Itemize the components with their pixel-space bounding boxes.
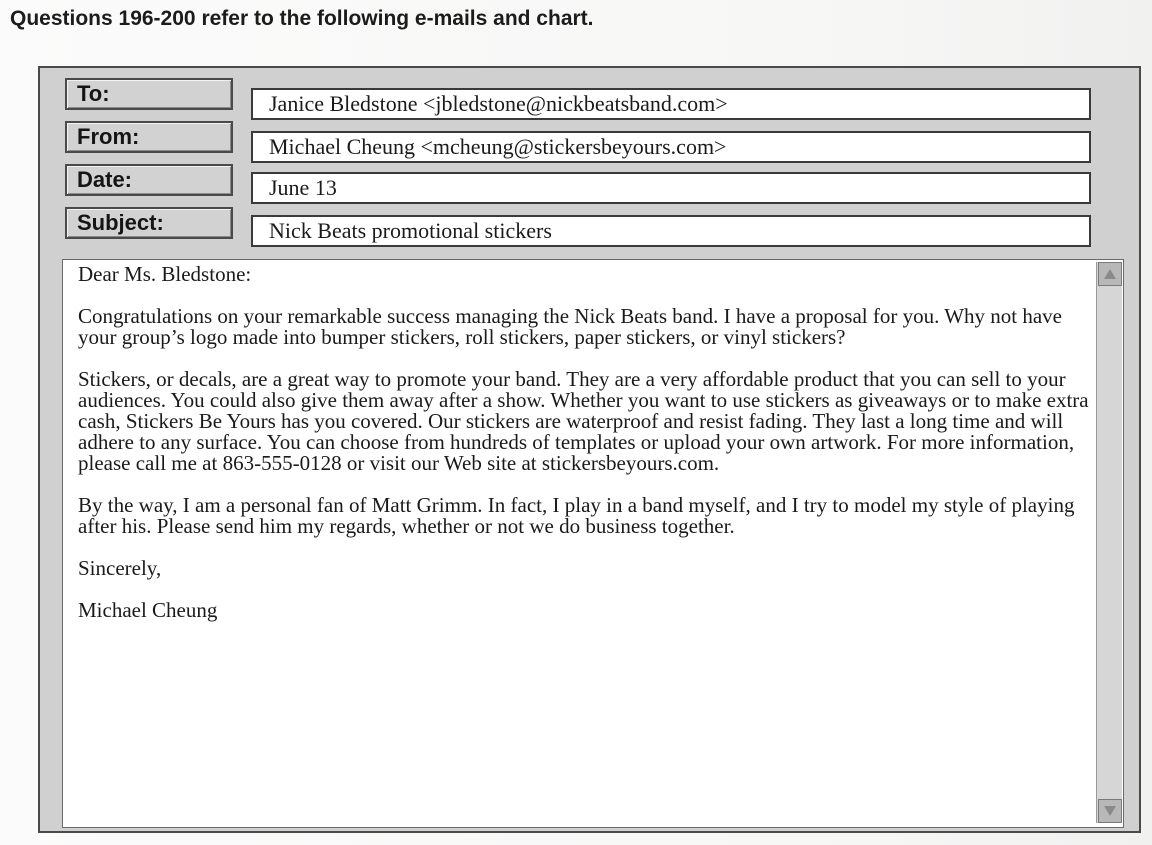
email-signature: Michael Cheung [78,598,218,622]
scroll-up-arrow-icon [1099,263,1121,285]
email-paragraph-1: Congratulations on your remarkable success managing the Nick Beats band. I have a proposal for you. Why not have your group’s logo made into bumper stickers, roll stickers, paper stickers, or vinyl stickers? [78,304,1063,349]
subject-field-value: Nick Beats promotional stickers [251,215,1091,247]
scroll-up-button[interactable] [1098,262,1122,286]
scroll-down-arrow-icon [1099,800,1121,822]
date-field-label: Date: [65,164,233,196]
email-window [38,66,1141,833]
question-range-label: Questions 196-200 [10,7,196,30]
email-body-panel [62,259,1124,828]
from-field-value: Michael Cheung <mcheung@stickersbeyours.com> [251,131,1091,163]
question-instruction: refer to the following e-mails and chart. [201,7,594,30]
scroll-down-button[interactable] [1098,799,1122,823]
date-field-value: June 13 [251,172,1091,204]
from-field-label: From: [65,121,233,153]
to-field-label: To: [65,78,233,110]
email-paragraph-3: By the way, I am a personal fan of Matt Grimm. In fact, I play in a band myself, and I try to model my style of playing after his. Please send him my regards, whether or not we do business together. [78,493,1075,538]
question-header [10,7,594,31]
subject-field-label: Subject: [65,207,233,239]
email-body-text [78,264,1098,621]
email-closing: Sincerely, [78,556,162,580]
to-field-value: Janice Bledstone <jbledstone@nickbeatsband.com> [251,88,1091,120]
email-salutation: Dear Ms. Bledstone: [78,262,252,286]
email-body-scrollbar[interactable] [1096,262,1122,823]
email-paragraph-2: Stickers, or decals, are a great way to promote your band. They are a very affordable product that you can sell to your audiences. You could also give them away after a show. Whether you want to use stickers as giveaways or to make extra cash, Stickers Be Yours has you covered. Our stickers are waterproof and resist fading. They last a long time and will adhere to any surface. You can choose from hundreds of templates or upload your own artwork. For more information, please call me at 863-555-0128 or visit our Web site at stickersbeyours.com. [78,367,1089,475]
